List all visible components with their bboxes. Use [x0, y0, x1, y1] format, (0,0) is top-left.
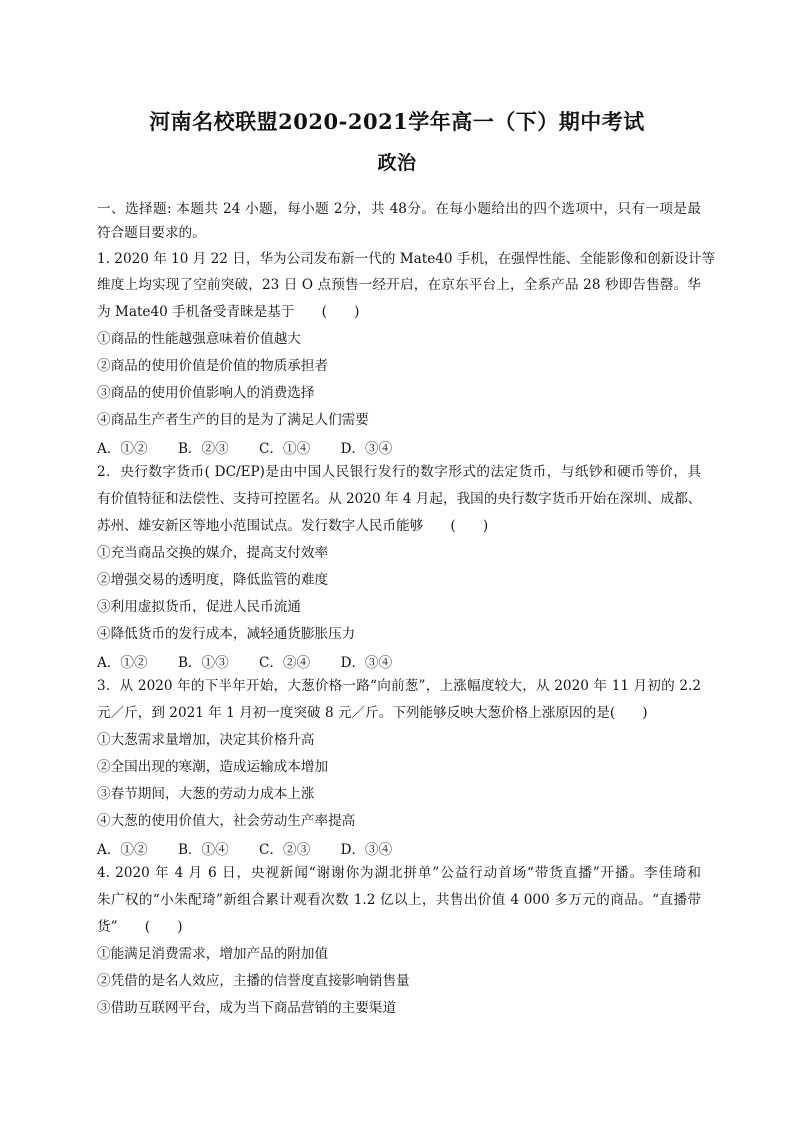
q2-answer-choices — [97, 651, 418, 671]
q1-choice-a: A．①② — [97, 441, 148, 457]
q4-option-2: ②凭借的是名人效应，主播的信誉度直接影响销售量 — [97, 973, 410, 989]
q1-choice-d: D．③④ — [340, 441, 393, 457]
q1-option-2: ②商品的使用价值是价值的物质承担者 — [97, 358, 329, 374]
q3-stem-line-1: 3．从 2020 年的下半年开始，大葱价格一路“向前葱”，上涨幅度较大，从 2020 年 11 月初的 2.2 — [97, 678, 701, 694]
q4-stem-line-3: 货” ( ) — [97, 919, 183, 935]
q1-stem-line-2: 维度上均实现了空前突破，23 日 O 点预售一经开启，在京东平台上，全系产品 28 秒即告售罄。华 — [97, 277, 701, 293]
q3-option-1: ①大葱需求量增加，决定其价格升高 — [97, 732, 315, 748]
q2-option-4: ④降低货币的发行成本，减轻通货膨胀压力 — [97, 626, 356, 642]
q2-stem-line-1: 2．央行数字货币( DC/EP)是由中国人民银行发行的数字形式的法定货币，与纸钞和硬币等价，具 — [97, 464, 701, 480]
q1-option-1: ①商品的性能越强意味着价值越大 — [97, 331, 301, 347]
q4-stem-line-2: 朱广权的“小朱配琦”新组合累计观看次数 1.2 亿以上，共售出价值 4 000 多万元的商品。“直播带 — [97, 892, 701, 908]
q2-choice-d: D．③④ — [340, 655, 393, 671]
q3-choice-a: A．①② — [97, 842, 148, 858]
q3-choice-b: B．①④ — [177, 842, 229, 858]
q2-choice-b: B．①③ — [177, 655, 229, 671]
q2-option-1: ①充当商品交换的媒介，提高支付效率 — [97, 545, 329, 561]
q3-choice-d: D．③④ — [340, 842, 393, 858]
q2-choice-c: C．②④ — [259, 655, 311, 671]
q4-option-1: ①能满足消费需求，增加产品的附加值 — [97, 946, 329, 962]
exam-title: 河南名校联盟2020-2021学年高一（下）期中考试 — [149, 109, 645, 134]
q1-choice-b: B．②③ — [177, 441, 229, 457]
q2-stem-line-2: 有价值特征和法偿性、支持可控匿名。从 2020 年 4 月起，我国的央行数字货币开始在深圳、成都、 — [97, 491, 702, 507]
subject-title: 政治 — [377, 152, 417, 174]
q4-option-3: ③借助互联网平台，成为当下商品营销的主要渠道 — [97, 1000, 397, 1016]
q2-option-2: ②增强交易的透明度，降低监管的难度 — [97, 572, 329, 588]
q3-choice-c: C．②③ — [259, 842, 311, 858]
section-instructions-line-1: 一、选择题: 本题共 24 小题，每小题 2分，共 48分。在每小题给出的四个选项中，只有一项是最 — [97, 201, 701, 217]
q3-option-4: ④大葱的使用价值大，社会劳动生产率提高 — [97, 813, 356, 829]
q1-choice-c: C．①④ — [259, 441, 311, 457]
section-instructions-line-2: 符合题目要求的。 — [97, 225, 206, 241]
q3-option-2: ②全国出现的寒潮，造成运输成本增加 — [97, 759, 329, 775]
q2-stem-line-3: 苏州、雄安新区等地小范围试点。发行数字人民币能够 ( ) — [97, 518, 489, 534]
q1-stem-line-1: 1. 2020 年 10 月 22 日，华为公司发布新一代的 Mate40 手机，在强悍性能、全能影像和创新设计等 — [97, 251, 716, 267]
q1-option-3: ③商品的使用价值影响人的消费选择 — [97, 385, 315, 401]
q1-answer-choices — [97, 437, 418, 457]
q4-stem-line-1: 4. 2020 年 4 月 6 日，央视新闻“谢谢你为湖北拼单”公益行动首场“带货直播”开播。李佳琦和 — [97, 865, 701, 881]
q3-option-3: ③春节期间，大葱的劳动力成本上涨 — [97, 786, 315, 802]
q1-option-4: ④商品生产者生产的目的是为了满足人们需要 — [97, 412, 369, 428]
q1-stem-line-3: 为 Mate40 手机备受青睐是基于 ( ) — [97, 304, 360, 320]
q2-option-3: ③利用虚拟货币，促进人民币流通 — [97, 599, 301, 615]
q2-choice-a: A．①② — [97, 655, 148, 671]
q3-stem-line-2: 元／斤，到 2021 年 1 月初一度突破 8 元／斤。下列能够反映大葱价格上涨原因的是( ) — [97, 705, 648, 721]
q3-answer-choices — [97, 838, 418, 858]
